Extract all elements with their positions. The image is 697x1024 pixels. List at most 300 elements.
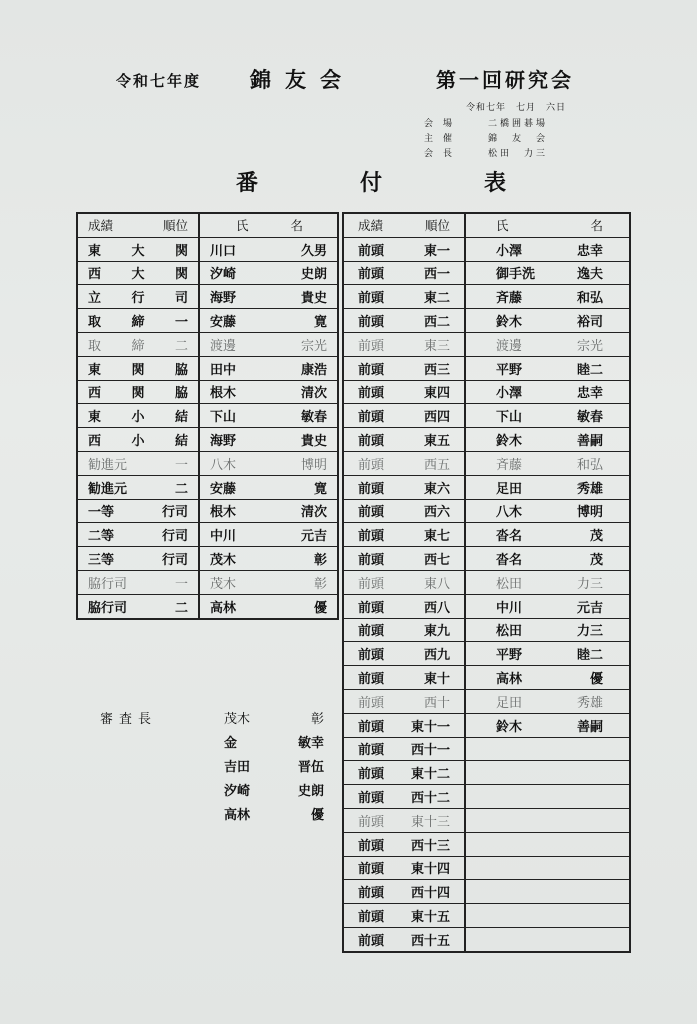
rank-cell (343, 737, 465, 761)
header-name-text (466, 216, 629, 234)
rank-text-part: 東三 (423, 338, 450, 354)
rank-text-part: 脇行司 (88, 600, 128, 616)
judge-name-part: 金 (224, 736, 238, 751)
rank-cell (343, 713, 465, 737)
name-cell (465, 927, 630, 951)
name-cell (199, 594, 338, 618)
title-char: 付 (359, 170, 382, 196)
name-text-part: 寛 (313, 481, 327, 497)
name-cell (465, 547, 630, 571)
name-text (200, 335, 337, 354)
name-text-part: 和弘 (576, 457, 603, 473)
name-cell (199, 404, 338, 428)
rank-text-part: 二等 (88, 529, 115, 545)
rank-text-part: 前頭 (358, 791, 385, 807)
name-cell (465, 523, 630, 547)
rank-text-part: 前頭 (358, 291, 385, 307)
table-row (343, 499, 630, 523)
rank-text-part: 前頭 (358, 886, 385, 902)
rank-text (78, 549, 198, 568)
table-row (343, 808, 630, 832)
rank-text-part: 東十一 (410, 719, 450, 735)
table-row (343, 594, 630, 618)
name-text-part: 高林 (496, 672, 523, 688)
rank-text-part: 締 (131, 315, 145, 331)
rank-text (78, 430, 198, 449)
rank-cell (343, 856, 465, 880)
name-text (200, 311, 337, 330)
event-date: 令和七年 七月 六日 (466, 103, 567, 113)
rank-text (78, 287, 198, 306)
meta-row-president (424, 146, 574, 161)
rank-text (344, 644, 464, 663)
rank-cell (77, 404, 199, 428)
name-text-part: 秀雄 (576, 481, 603, 497)
rank-text-part: 前頭 (358, 362, 385, 378)
name-text-part: 八木 (210, 457, 237, 473)
name-text-part: 忠幸 (576, 243, 603, 259)
table-row (343, 380, 630, 404)
ranking-table-left (76, 212, 339, 620)
name-text-part: 敏春 (576, 410, 603, 426)
name-cell (465, 880, 630, 904)
rank-text-part: 一 (174, 457, 188, 473)
rank-text-part: 西十二 (410, 791, 450, 807)
table-row (343, 356, 630, 380)
rank-text-part: 西三 (423, 362, 450, 378)
name-text (200, 597, 337, 616)
judge-name-part: 汐崎 (224, 784, 251, 799)
rank-cell (343, 237, 465, 261)
rank-text (344, 858, 464, 877)
rank-text-part: 脇行司 (88, 576, 128, 592)
event-name: 第一回研究会 (436, 68, 574, 92)
name-text-part: 清次 (300, 386, 327, 402)
rank-text-part: 一等 (88, 505, 115, 521)
rank-text-part: 東六 (423, 481, 450, 497)
rank-text-part: 東五 (423, 434, 450, 450)
name-text-part: 宗光 (300, 338, 327, 354)
table-row (343, 689, 630, 713)
rank-text (344, 739, 464, 758)
name-text-part: 茂 (589, 529, 603, 545)
rank-cell (77, 332, 199, 356)
rank-text-part: 西十三 (410, 838, 450, 854)
rank-text (344, 263, 464, 282)
rank-text-part: 前頭 (358, 553, 385, 569)
name-text (466, 501, 629, 520)
name-text (200, 549, 337, 568)
header-rank-text-part: 順位 (162, 218, 188, 234)
name-text-part: 力三 (576, 624, 603, 640)
name-cell (199, 475, 338, 499)
name-cell (465, 713, 630, 737)
name-text-part: 渡邊 (496, 338, 523, 354)
name-text (200, 573, 337, 592)
rank-text (344, 835, 464, 854)
header-name-text-part: 名 (290, 218, 303, 234)
meta-value: 松田 力三 (488, 149, 549, 159)
name-text (466, 406, 629, 425)
name-cell (199, 499, 338, 523)
rank-text (344, 454, 464, 473)
name-cell (199, 547, 338, 571)
rank-text-part: 前頭 (358, 529, 385, 545)
rank-cell (343, 451, 465, 475)
meta-key: 主催 (424, 134, 463, 144)
judge-name-part: 彰 (310, 712, 324, 727)
name-text (200, 430, 337, 449)
rank-text (78, 382, 198, 401)
rank-text (344, 311, 464, 330)
name-text (200, 263, 337, 282)
name-text-part: 博明 (300, 457, 327, 473)
header-name (199, 213, 338, 237)
judge-name-part: 高林 (224, 808, 251, 823)
name-text-part: 根木 (210, 505, 237, 521)
table-row (77, 523, 338, 547)
rank-text-part: 西八 (423, 600, 450, 616)
name-cell (465, 785, 630, 809)
name-text-part: 力三 (576, 576, 603, 592)
rank-text (344, 597, 464, 616)
name-text-part: 元吉 (576, 600, 603, 616)
table-row (343, 285, 630, 309)
rank-text-part: 西 (88, 434, 102, 450)
rank-text (78, 359, 198, 378)
name-text-part: 茂木 (210, 553, 237, 569)
rank-text-part: 西一 (423, 267, 450, 283)
name-text-part: 高林 (210, 600, 237, 616)
rank-text-part: 行司 (161, 529, 188, 545)
rank-cell (343, 428, 465, 452)
rank-text (344, 787, 464, 806)
rank-text-part: 西二 (423, 315, 450, 331)
name-cell (465, 404, 630, 428)
name-text-part: 下山 (496, 410, 523, 426)
header-rank-text (78, 216, 198, 234)
name-text-part: 沓名 (496, 553, 523, 569)
rank-text (78, 335, 198, 354)
name-text-part: 康浩 (300, 362, 327, 378)
table-row (343, 904, 630, 928)
name-text-part: 八木 (496, 505, 523, 521)
name-text-part: 渡邊 (210, 338, 237, 354)
name-text (200, 478, 337, 497)
rank-cell (343, 523, 465, 547)
name-text-part: 宗光 (576, 338, 603, 354)
judge-name (224, 732, 324, 751)
meta-value: 錦 友 会 (488, 134, 549, 144)
rank-text-part: 西九 (423, 648, 450, 664)
rank-text-part: 西 (88, 386, 102, 402)
title-char: 表 (483, 170, 506, 196)
name-cell (465, 285, 630, 309)
rank-text-part: 前頭 (358, 695, 385, 711)
name-cell (465, 428, 630, 452)
name-text-part: 寛 (313, 315, 327, 331)
rank-text-part: 前頭 (358, 767, 385, 783)
judge-name-part: 優 (310, 808, 324, 823)
rank-cell (343, 832, 465, 856)
name-text-part: 平野 (496, 362, 523, 378)
rank-text (344, 620, 464, 639)
rank-text-part: 西四 (423, 410, 450, 426)
name-cell (465, 451, 630, 475)
rank-text-part: 前頭 (358, 386, 385, 402)
rank-text-part: 前頭 (358, 814, 385, 830)
rank-text-part: 東十二 (410, 767, 450, 783)
name-text (466, 597, 629, 616)
name-text-part: 川口 (210, 243, 237, 259)
name-text (466, 263, 629, 282)
rank-text-part: 前頭 (358, 576, 385, 592)
name-text (466, 335, 629, 354)
rank-text-part: 前頭 (358, 624, 385, 640)
rank-text (78, 311, 198, 330)
name-text-part: 睦二 (576, 362, 603, 378)
rank-text (344, 478, 464, 497)
rank-text-part: 東 (88, 410, 102, 426)
name-text-part: 中川 (496, 600, 523, 616)
rank-cell (343, 880, 465, 904)
rank-text-part: 前頭 (358, 410, 385, 426)
name-text-part: 茂木 (210, 576, 237, 592)
judge-name (224, 756, 324, 775)
name-cell (465, 261, 630, 285)
name-text-part: 小澤 (496, 386, 523, 402)
name-text (200, 501, 337, 520)
name-cell (465, 689, 630, 713)
name-text-part: 下山 (210, 410, 237, 426)
header-rank-text-part: 順位 (424, 218, 450, 234)
name-text-part: 松田 (496, 576, 523, 592)
header-rank-text-part: 成績 (358, 218, 384, 234)
name-text (200, 287, 337, 306)
rank-text-part: 前頭 (358, 743, 385, 759)
table-row (77, 380, 338, 404)
name-text (466, 311, 629, 330)
rank-text (78, 573, 198, 592)
rank-text (78, 597, 198, 616)
rank-text-part: 三等 (88, 553, 115, 569)
name-text-part: 安藤 (210, 481, 237, 497)
rank-cell (343, 761, 465, 785)
name-cell (465, 356, 630, 380)
name-cell (199, 428, 338, 452)
meta-value: 二橋囲碁場 (488, 119, 549, 129)
rank-text-part: 立 (88, 291, 102, 307)
name-text-part: 貴史 (300, 434, 327, 450)
name-cell (465, 642, 630, 666)
rank-text-part: 勧進元 (88, 457, 128, 473)
rank-text-part: 小 (131, 410, 145, 426)
rank-text-part: 前頭 (358, 838, 385, 854)
name-text (466, 287, 629, 306)
name-text-part: 貴史 (300, 291, 327, 307)
name-text (200, 406, 337, 425)
meta-key: 会場 (424, 119, 463, 129)
name-text-part: 海野 (210, 291, 237, 307)
rank-text (344, 430, 464, 449)
table-row (343, 666, 630, 690)
rank-text-part: 前頭 (358, 434, 385, 450)
title-char: 番 (236, 170, 259, 196)
table-row (343, 570, 630, 594)
rank-text-part: 西十五 (410, 933, 450, 949)
name-cell (465, 475, 630, 499)
name-text (466, 359, 629, 378)
rank-text (344, 716, 464, 735)
header-name-text-part: 氏 (496, 218, 509, 234)
rank-cell (343, 547, 465, 571)
table-row (77, 404, 338, 428)
rank-cell (77, 428, 199, 452)
rank-text-part: 関 (131, 386, 145, 402)
table-row (77, 570, 338, 594)
name-text-part: 秀雄 (576, 695, 603, 711)
rank-cell (343, 285, 465, 309)
rank-text-part: 関 (174, 243, 188, 259)
table-row (343, 642, 630, 666)
table-row (343, 451, 630, 475)
rank-cell (77, 309, 199, 333)
name-text (200, 382, 337, 401)
rank-text-part: 東二 (423, 291, 450, 307)
rank-cell (77, 475, 199, 499)
rank-text-part: 結 (174, 434, 188, 450)
name-text-part: 斉藤 (496, 291, 523, 307)
table-row (77, 451, 338, 475)
name-text-part: 汐崎 (210, 267, 237, 283)
name-cell (465, 332, 630, 356)
rank-text-part: 二 (174, 338, 188, 354)
name-text-part: 優 (313, 600, 327, 616)
table-row (343, 785, 630, 809)
rank-text-part: 前頭 (358, 457, 385, 473)
rank-text (344, 906, 464, 925)
header-rank-text (344, 216, 464, 234)
name-cell (199, 570, 338, 594)
rank-cell (343, 404, 465, 428)
name-text (200, 454, 337, 473)
table-row (343, 475, 630, 499)
name-text-part: 敏春 (300, 410, 327, 426)
name-text (466, 430, 629, 449)
name-text-part: 沓名 (496, 529, 523, 545)
header-name-text-part: 名 (590, 218, 603, 234)
rank-cell (77, 451, 199, 475)
era-label: 令和七年度 (116, 72, 202, 90)
judge-name-part: 茂木 (224, 712, 251, 727)
table-row (77, 285, 338, 309)
rank-text-part: 西六 (423, 505, 450, 521)
rank-text-part: 東四 (423, 386, 450, 402)
rank-text-part: 東一 (423, 243, 450, 259)
name-text-part: 足田 (496, 695, 523, 711)
rank-text (344, 382, 464, 401)
name-text-part: 御手洗 (496, 267, 536, 283)
rank-text (344, 811, 464, 830)
table-row (77, 594, 338, 618)
name-text (466, 573, 629, 592)
rank-text-part: 勧進元 (88, 481, 128, 497)
rank-text-part: 小 (131, 434, 145, 450)
table-row (77, 428, 338, 452)
table-row (77, 261, 338, 285)
name-text-part: 優 (589, 672, 603, 688)
table-row (343, 927, 630, 951)
table-row (77, 547, 338, 571)
name-cell (199, 380, 338, 404)
rank-text-part: 前頭 (358, 672, 385, 688)
table-row (343, 332, 630, 356)
name-cell (199, 261, 338, 285)
name-cell (199, 523, 338, 547)
rank-text-part: 前頭 (358, 719, 385, 735)
rank-cell (343, 666, 465, 690)
rank-cell (343, 904, 465, 928)
rank-text-part: 大 (131, 243, 145, 259)
name-text-part: 斉藤 (496, 457, 523, 473)
name-text-part: 史朗 (300, 267, 327, 283)
rank-cell (343, 689, 465, 713)
name-cell (199, 451, 338, 475)
name-cell (465, 832, 630, 856)
name-text-part: 鈴木 (496, 434, 523, 450)
rank-text-part: 前頭 (358, 338, 385, 354)
name-text-part: 松田 (496, 624, 523, 640)
rank-text-part: 脇 (174, 362, 188, 378)
judge-name-part: 吉田 (224, 760, 251, 775)
rank-cell (77, 570, 199, 594)
name-text (466, 240, 629, 259)
judge-name-part: 敏幸 (297, 736, 324, 751)
name-text-part: 平野 (496, 648, 523, 664)
table-header-row (77, 213, 338, 237)
meta-key: 会長 (424, 149, 463, 159)
name-cell (199, 285, 338, 309)
name-cell (465, 666, 630, 690)
rank-text (344, 240, 464, 259)
rank-text-part: 前頭 (358, 243, 385, 259)
event-meta (424, 116, 574, 161)
rank-text-part: 一 (174, 315, 188, 331)
name-text-part: 和弘 (576, 291, 603, 307)
rank-cell (343, 927, 465, 951)
name-cell (465, 499, 630, 523)
header-name-text-part: 氏 (236, 218, 249, 234)
header-rank (343, 213, 465, 237)
rank-text (78, 501, 198, 520)
rank-cell (77, 237, 199, 261)
name-text (466, 478, 629, 497)
rank-text (78, 478, 198, 497)
rank-text (344, 930, 464, 949)
rank-cell (343, 356, 465, 380)
rank-text-part: 西七 (423, 553, 450, 569)
name-text (466, 716, 629, 735)
rank-cell (343, 380, 465, 404)
table-row (77, 237, 338, 261)
rank-cell (343, 618, 465, 642)
table-row (77, 356, 338, 380)
rank-cell (343, 332, 465, 356)
table-row (343, 737, 630, 761)
name-text-part: 鈴木 (496, 315, 523, 331)
rank-cell (343, 475, 465, 499)
rank-text-part: 東 (88, 362, 102, 378)
